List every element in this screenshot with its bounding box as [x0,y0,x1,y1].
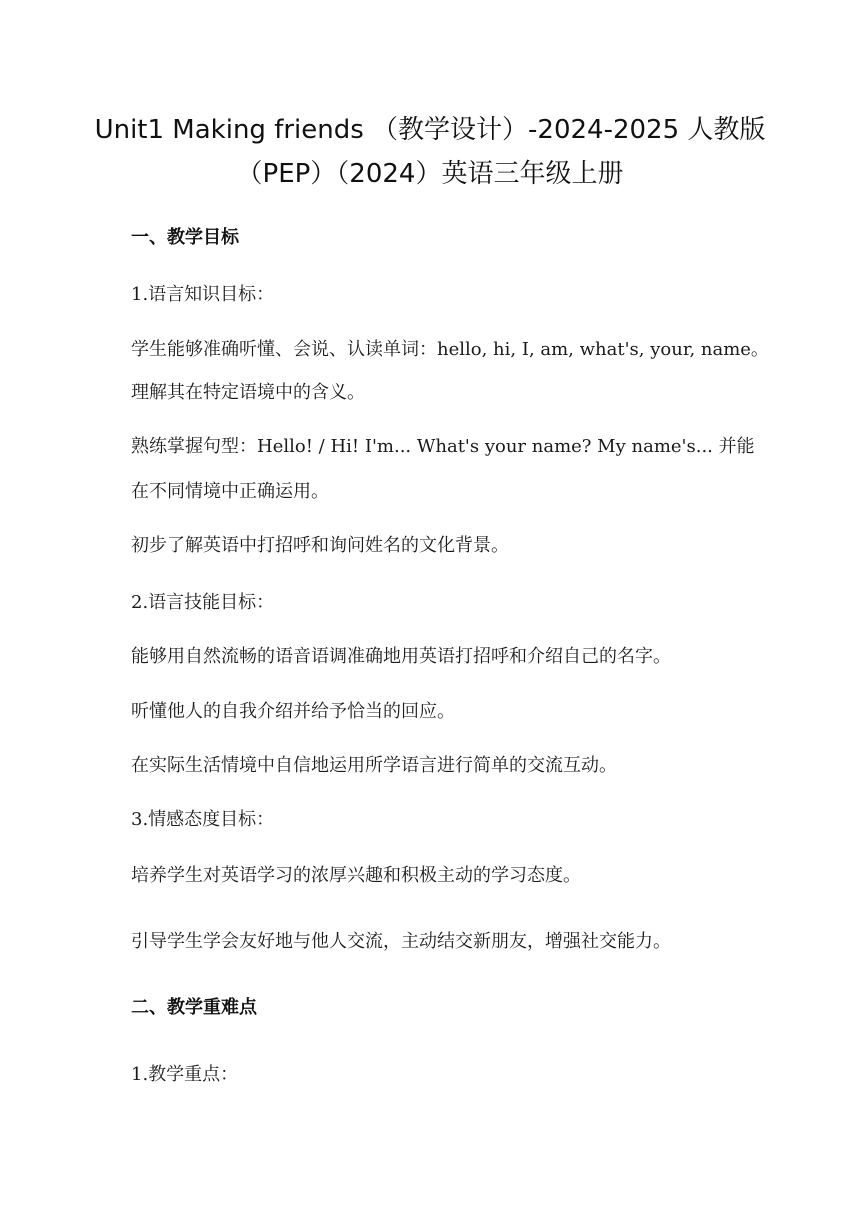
subsection-label-teaching-focus: 1.教学重点： [131,1064,239,1085]
paragraph-greeting-skills: 能够用自然流畅的语音语调准确地用英语打招呼和介绍自己的名字。 [131,646,671,667]
section-heading-teaching-objectives: 一、教学目标 [131,227,239,248]
subsection-label-emotional-attitude: 3.情感态度目标： [131,809,275,830]
section-heading-key-difficult-points: 二、教学重难点 [131,997,257,1018]
paragraph-sentence-patterns-line-2: 在不同情境中正确运用。 [131,481,329,502]
paragraph-vocabulary-line-1: 学生能够准确听懂、会说、认读单词：hello, hi, I, am, what's, your, name。 [131,339,769,360]
paragraph-sentence-patterns-line-1: 熟练掌握句型：Hello! / Hi! I'm... What's your name? My name's... 并能 [131,436,755,457]
paragraph-vocabulary-line-2: 理解其在特定语境中的含义。 [131,382,365,403]
paragraph-interest-cultivation: 培养学生对英语学习的浓厚兴趣和积极主动的学习态度。 [131,865,581,886]
document-title-line-2: （PEP）（2024）英语三年级上册 [236,159,624,189]
subsection-label-language-knowledge: 1.语言知识目标： [131,284,275,305]
document-title-line-1: Unit1 Making friends （教学设计）-2024-2025 人教版 [94,115,766,145]
paragraph-cultural-background: 初步了解英语中打招呼和询问姓名的文化背景。 [131,535,509,556]
paragraph-listening-response: 听懂他人的自我介绍并给予恰当的回应。 [131,701,455,722]
paragraph-real-life-communication: 在实际生活情境中自信地运用所学语言进行简单的交流互动。 [131,755,617,776]
subsection-label-language-skills: 2.语言技能目标： [131,592,275,613]
paragraph-social-skills: 引导学生学会友好地与他人交流，主动结交新朋友，增强社交能力。 [131,931,671,952]
